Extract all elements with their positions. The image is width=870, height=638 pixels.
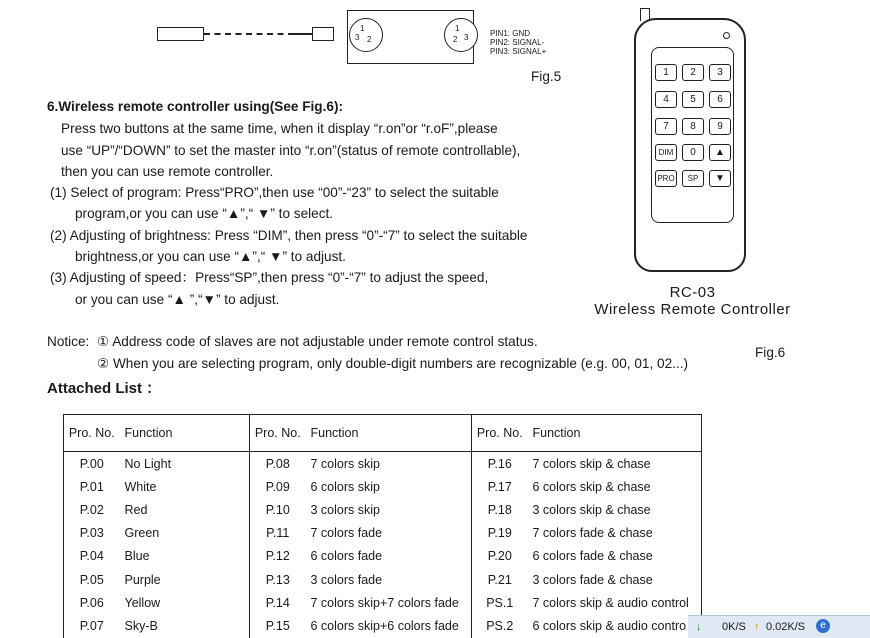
notice-item-2: ② When you are selecting program, only double-digit numbers are recognizable (e.g. 00, 01, 02...) xyxy=(97,356,688,371)
key-0: 0 xyxy=(682,144,704,161)
function: 7 colors skip & audio control xyxy=(528,591,702,614)
pro-no: P.19 xyxy=(472,522,528,545)
function: 6 colors fade & chase xyxy=(528,545,702,568)
pro-no: P.00 xyxy=(64,452,120,476)
pro-no: P.11 xyxy=(250,522,306,545)
pro-no: P.10 xyxy=(250,498,306,521)
function: 6 colors skip & chase xyxy=(528,475,702,498)
function: Green xyxy=(124,526,160,541)
pro-no: P.06 xyxy=(64,591,120,614)
pro-no: P.02 xyxy=(64,498,120,521)
cable-plug-right xyxy=(312,27,334,41)
pro-no: P.15 xyxy=(250,614,306,637)
network-speed-bar[interactable] xyxy=(688,615,870,638)
function: 6 colors skip+6 colors fade xyxy=(310,618,459,633)
function: Red xyxy=(124,502,148,517)
upload-speed: 0.02K/S xyxy=(766,621,806,633)
pro-no: P.16 xyxy=(472,452,528,476)
cable-solid xyxy=(294,33,314,35)
connector-male-icon xyxy=(349,18,383,52)
section-line: (2) Adjusting of brightness: Press “DIM”, then press “0”-“7” to select the suitable xyxy=(50,228,528,243)
table-row xyxy=(64,545,702,568)
function: 7 colors fade xyxy=(310,526,383,541)
connector-female-icon xyxy=(444,18,478,52)
pro-no: P.08 xyxy=(250,452,306,476)
remote-name: Wireless Remote Controller xyxy=(594,301,791,318)
browser-icon[interactable]: e xyxy=(816,619,830,633)
function: 6 colors skip xyxy=(310,479,380,494)
pro-no: P.05 xyxy=(64,568,120,591)
upload-arrow-icon: ↑ xyxy=(754,621,760,633)
function: Sky-B xyxy=(124,618,158,633)
pro-no: P.18 xyxy=(472,498,528,521)
header-function: Function xyxy=(120,415,250,452)
key-pro: PRO xyxy=(655,170,677,187)
key-6: 6 xyxy=(709,91,731,108)
pro-no: P.04 xyxy=(64,545,120,568)
pin2-label: PIN2: SIGNAL- xyxy=(490,38,545,47)
key-9: 9 xyxy=(709,118,731,135)
key-up: ▲ xyxy=(709,144,731,161)
section-line: program,or you can use “▲”,“ ▼” to select. xyxy=(75,206,334,221)
function: 6 colors fade xyxy=(310,549,383,564)
header-function: Function xyxy=(528,415,702,452)
remote-keypad xyxy=(651,47,734,223)
notice-item-1: ① Address code of slaves are not adjustable under remote control status. xyxy=(97,334,538,349)
pro-no: P.14 xyxy=(250,591,306,614)
program-table xyxy=(63,414,702,638)
header-function: Function xyxy=(306,415,472,452)
pin-label: 1 xyxy=(360,24,365,33)
function: 7 colors skip & chase xyxy=(528,452,702,476)
pin-label: 1 xyxy=(455,24,460,33)
function: 3 colors fade xyxy=(310,572,383,587)
pro-no: P.09 xyxy=(250,475,306,498)
download-arrow-icon: ↓ xyxy=(696,621,702,633)
pro-no: P.12 xyxy=(250,545,306,568)
pro-no: PS.2 xyxy=(472,614,528,637)
section-line: (1) Select of program: Press“PRO”,then use “00”-“23” to select the suitable xyxy=(50,185,499,200)
remote-controller-body xyxy=(634,18,746,272)
pro-no: P.03 xyxy=(64,522,120,545)
fig5-cable xyxy=(157,27,337,41)
function: Yellow xyxy=(124,595,161,610)
table-row xyxy=(64,522,702,545)
section-line: then you can use remote controller. xyxy=(61,164,274,179)
table-row xyxy=(64,591,702,614)
key-1: 1 xyxy=(655,64,677,81)
section-heading: 6.Wireless remote controller using(See Fig.6): xyxy=(47,99,343,114)
pro-no: P.01 xyxy=(64,475,120,498)
key-7: 7 xyxy=(655,118,677,135)
function: 3 colors skip xyxy=(310,502,380,517)
function: Blue xyxy=(124,549,150,564)
table-row xyxy=(64,568,702,591)
led-indicator-icon xyxy=(723,32,730,39)
key-8: 8 xyxy=(682,118,704,135)
pin-label: 2 xyxy=(453,35,458,44)
table-row xyxy=(64,452,702,476)
section-line: Press two buttons at the same time, when it display “r.on”or “r.oF”,please xyxy=(61,121,498,136)
pin3-label: PIN3: SIGNAL+ xyxy=(490,47,547,56)
key-4: 4 xyxy=(655,91,677,108)
key-dim: DIM xyxy=(655,144,677,161)
attached-title: Attached List ： xyxy=(47,380,162,397)
function: 3 colors skip & chase xyxy=(528,498,702,521)
key-sp: SP xyxy=(682,170,704,187)
key-2: 2 xyxy=(682,64,704,81)
section-line: (3) Adjusting of speed：Press“SP”,then press “0”-“7” to adjust the speed, xyxy=(50,270,489,285)
function: 7 colors skip+7 colors fade xyxy=(310,595,459,610)
function: 3 colors fade & chase xyxy=(528,568,702,591)
section-line: use “UP”/“DOWN” to set the master into “r.on”(status of remote controllable), xyxy=(61,143,521,158)
header-pro-no: Pro. No. xyxy=(64,415,120,452)
key-down: ▼ xyxy=(709,170,731,187)
header-pro-no: Pro. No. xyxy=(250,415,306,452)
fig6-caption: Fig.6 xyxy=(755,345,786,360)
table-row xyxy=(64,498,702,521)
pin1-label: PIN1: GND xyxy=(490,29,531,38)
table-row xyxy=(64,475,702,498)
table-row xyxy=(64,614,702,637)
cable-line xyxy=(204,33,294,35)
section-line: brightness,or you can use “▲”,“ ▼” to adjust. xyxy=(75,249,346,264)
pro-no: P.13 xyxy=(250,568,306,591)
function: White xyxy=(124,479,157,494)
pro-no: P.21 xyxy=(472,568,528,591)
function: Purple xyxy=(124,572,161,587)
remote-model: RC-03 xyxy=(669,284,716,301)
key-3: 3 xyxy=(709,64,731,81)
pro-no: P.07 xyxy=(64,614,120,637)
pin-label: 3 xyxy=(355,33,360,42)
download-speed: 0K/S xyxy=(722,621,746,633)
function: 7 colors fade & chase xyxy=(528,522,702,545)
function: 7 colors skip xyxy=(306,452,472,476)
pro-no: P.20 xyxy=(472,545,528,568)
pro-no: PS.1 xyxy=(472,591,528,614)
cable-plug-left xyxy=(157,27,204,41)
function: 6 colors skip & audio contro xyxy=(528,614,702,637)
header-pro-no: Pro. No. xyxy=(472,415,528,452)
notice-label: Notice: xyxy=(47,334,90,349)
fig5-caption: Fig.5 xyxy=(531,69,562,84)
key-5: 5 xyxy=(682,91,704,108)
function: No Light xyxy=(120,452,250,476)
table-header-row xyxy=(64,415,702,452)
pin-label: 3 xyxy=(464,33,469,42)
pin-label: 2 xyxy=(367,35,372,44)
section-line: or you can use “▲ ”,“▼” to adjust. xyxy=(75,292,280,307)
pro-no: P.17 xyxy=(472,475,528,498)
